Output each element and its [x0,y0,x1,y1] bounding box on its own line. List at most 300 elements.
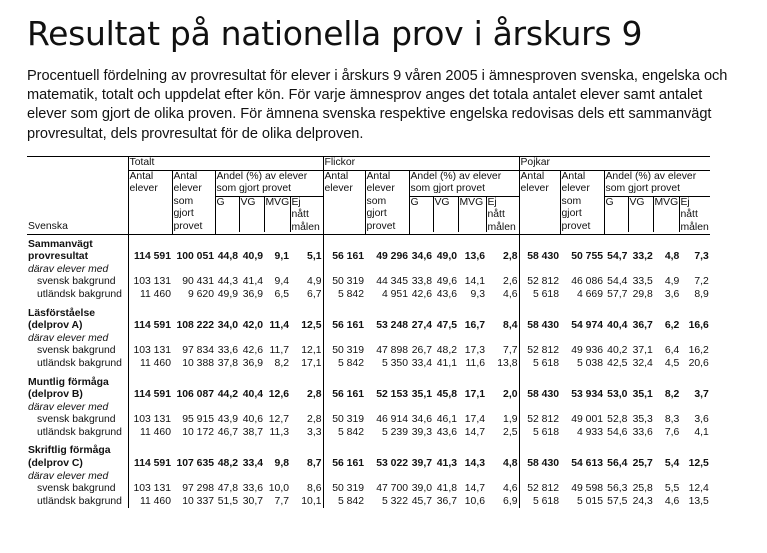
background-label: svensk bakgrund [37,276,116,288]
data-cell: 7,6 [664,426,680,438]
empty-cell [628,402,653,415]
data-cell: 114 591 [128,304,172,333]
data-cell: 6,4 [664,345,680,357]
header-line: målen [487,221,516,233]
header-andel [409,170,519,234]
empty-cell [433,402,458,415]
data-cell: 12,1 [301,345,322,357]
empty-cell [215,402,239,415]
header-line: Ej [487,196,497,208]
header-line: Ej [680,196,690,208]
data-cell: 34,0 [217,320,238,332]
data-cell: 40,4 [607,320,628,332]
empty-cell [604,333,628,346]
data-cell: 4,6 [503,288,518,300]
header-group: Flickor [323,157,519,171]
header-andel [215,170,323,234]
data-cell: 52,8 [607,414,628,426]
data-cell: 11,4 [269,320,289,332]
data-cell: 5 239 [381,426,408,438]
empty-cell [560,402,604,415]
header-antal-som-gjort [560,170,604,234]
data-cell: 1,9 [503,414,518,426]
data-cell: 49 936 [571,345,603,357]
data-cell: 54,4 [607,276,628,288]
data-cell: 32,4 [632,357,653,369]
header-ej-natt [487,197,517,232]
header-line: elever [324,183,353,195]
empty-cell [172,402,215,415]
header-grade: G [605,197,629,232]
header-line: provresultat [28,251,89,263]
data-cell: 56 161 [323,304,365,333]
section-name [27,234,128,264]
data-cell: 3,6 [694,414,709,426]
data-cell: 34,6 [411,414,432,426]
data-cell: 8,2 [274,357,289,369]
data-cell: 13,6 [464,251,485,263]
data-cell: 33,6 [242,483,263,495]
data-cell: 58 430 [519,441,560,470]
header-line: elever [366,183,395,195]
data-cell: 35,3 [632,414,653,426]
header-line: målen [291,221,320,233]
header-andel [604,170,710,234]
data-cell: 16,7 [464,320,485,332]
data-cell: 9,4 [274,276,289,288]
empty-cell [239,264,264,277]
data-cell: 56,3 [607,483,628,495]
data-cell: 54,7 [607,251,628,263]
data-cell: 46,7 [217,426,238,438]
empty-cell [365,333,409,346]
data-cell: 8,4 [503,320,518,332]
data-cell: 35,1 [632,389,653,401]
empty-cell [458,333,486,346]
data-cell: 10,1 [301,495,322,507]
empty-cell [290,333,323,346]
data-cell: 33,6 [632,426,653,438]
header-line: som [173,195,194,207]
data-cell: 17,4 [464,414,485,426]
data-cell: 36,9 [242,357,263,369]
data-cell: 12,4 [688,483,709,495]
empty-cell [290,402,323,415]
empty-cell [264,333,290,346]
data-cell: 42,6 [242,345,263,357]
data-cell: 44 345 [376,276,408,288]
data-cell: 4,1 [694,426,709,438]
darav-label: därav elever med [28,401,109,413]
data-cell: 4,8 [503,458,518,470]
data-cell: 52 812 [519,483,560,496]
data-cell: 5 038 [576,357,603,369]
data-cell: 5 618 [519,496,560,509]
darav-label: därav elever med [28,470,109,482]
empty-cell [323,333,365,346]
data-cell: 8,2 [664,389,680,401]
data-cell: 4,9 [307,276,322,288]
data-cell: 41,1 [436,357,457,369]
data-cell: 12,7 [268,414,289,426]
empty-cell [486,471,519,484]
empty-cell [239,402,264,415]
background-label: utländsk bakgrund [37,426,122,438]
data-cell: 39,7 [411,458,432,470]
empty-cell [239,471,264,484]
empty-cell [560,471,604,484]
results-table [27,156,710,508]
empty-cell [433,471,458,484]
empty-cell [215,471,239,484]
background-label: svensk bakgrund [37,414,116,426]
background-label: utländsk bakgrund [37,357,122,369]
data-cell: 44,8 [217,251,238,263]
empty-cell [486,333,519,346]
data-cell: 11 460 [128,496,172,509]
data-cell: 11 460 [128,358,172,371]
data-cell: 13,8 [497,357,518,369]
empty-cell [604,471,628,484]
header-subject: Svenska [28,220,68,232]
header-ej-natt [291,197,321,232]
header-line: elever [173,183,202,195]
data-cell: 54 613 [571,458,603,470]
data-cell: 10 337 [182,495,214,507]
data-cell: 40,9 [242,251,263,263]
data-cell: 9,3 [470,288,485,300]
empty-cell [680,333,710,346]
data-cell: 4 951 [381,288,408,300]
data-cell: 16,2 [688,345,709,357]
empty-cell [458,402,486,415]
header-line: nått [680,209,698,221]
empty-cell [519,333,560,346]
header-line: Andel (%) av elever [410,170,502,182]
data-cell: 11,3 [269,426,289,438]
empty-cell [409,402,433,415]
background-label: svensk bakgrund [37,345,116,357]
data-cell: 39,3 [411,426,432,438]
data-cell: 45,8 [436,389,457,401]
empty-cell [628,471,653,484]
header-line: nått [291,209,309,221]
empty-cell [365,471,409,484]
header-line: nått [487,209,505,221]
header-line: som [561,195,582,207]
header-ej-natt [680,197,710,232]
data-cell: 47 898 [376,345,408,357]
empty-cell [519,402,560,415]
data-cell: 56 161 [323,441,365,470]
data-cell: 4,6 [503,483,518,495]
data-cell: 39,0 [411,483,432,495]
data-cell: 53 248 [376,320,408,332]
empty-cell [128,264,172,277]
data-cell: 108 222 [176,320,214,332]
data-cell: 5,5 [664,483,680,495]
data-cell: 49,0 [436,251,457,263]
data-cell: 47 700 [376,483,408,495]
header-line: som gjort provet [605,183,680,195]
data-cell: 114 591 [128,234,172,264]
header-line: som gjort provet [410,183,485,195]
header-line: Antal [324,170,349,182]
header-line: Antal [520,170,545,182]
header-antal-som-gjort [172,170,215,234]
header-line: Antal [366,170,391,182]
empty-cell [172,471,215,484]
data-cell: 24,3 [632,495,653,507]
data-cell: 20,6 [688,357,709,369]
header-line: elever [129,183,158,195]
header-line: elever [561,183,590,195]
header-grade: MVG [265,197,291,232]
data-cell: 5,4 [664,458,680,470]
header-line: Sammanvägt [28,238,93,250]
data-cell: 12,5 [688,458,709,470]
data-cell: 3,6 [664,288,680,300]
empty-cell [433,333,458,346]
data-cell: 2,0 [503,389,518,401]
data-cell: 10 388 [182,357,214,369]
data-cell: 8,6 [307,483,322,495]
data-cell: 58 430 [519,373,560,402]
data-cell: 33,6 [217,345,238,357]
data-cell: 10,0 [268,483,289,495]
data-cell: 4 669 [576,288,603,300]
data-cell: 52 812 [519,276,560,289]
header-line: Antal [129,170,154,182]
empty-cell [215,333,239,346]
data-cell: 6,9 [503,495,518,507]
header-line: (delprov B) [28,389,83,401]
empty-cell [290,471,323,484]
data-cell: 57,7 [607,288,628,300]
data-cell: 4 933 [576,426,603,438]
data-cell: 9,8 [274,458,289,470]
empty-cell [560,333,604,346]
empty-cell [519,264,560,277]
data-cell: 50 319 [323,276,365,289]
data-cell: 40,6 [242,414,263,426]
data-cell: 8,7 [307,458,322,470]
data-cell: 14,1 [464,276,485,288]
data-cell: 3,7 [694,389,709,401]
data-cell: 114 591 [128,373,172,402]
data-cell: 11,6 [465,357,485,369]
section-name [27,304,128,333]
data-cell: 8,9 [694,288,709,300]
background-label: utländsk bakgrund [37,288,122,300]
data-cell: 13,5 [688,495,709,507]
data-cell: 6,7 [307,288,322,300]
header-line: provet [561,220,591,232]
data-cell: 5 618 [519,427,560,440]
data-cell: 4,5 [664,357,680,369]
data-cell: 56 161 [323,234,365,264]
header-line: (delprov C) [28,458,83,470]
header-line: som [366,195,387,207]
data-cell: 4,9 [664,276,680,288]
data-cell: 36,9 [242,288,263,300]
data-cell: 50 755 [571,251,603,263]
data-cell: 7,7 [503,345,518,357]
data-cell: 29,8 [632,288,653,300]
header-line: Skriftlig förmåga [28,445,111,457]
header-andel-label [605,171,710,196]
data-cell: 7,2 [694,276,709,288]
data-cell: 17,3 [464,345,485,357]
empty-cell [654,333,680,346]
data-cell: 6,5 [274,288,289,300]
data-cell: 49 598 [571,483,603,495]
empty-cell [433,264,458,277]
header-grade: VG [434,197,459,232]
empty-cell [264,471,290,484]
data-cell: 11 460 [128,289,172,302]
header-line: gjort [561,208,582,220]
data-cell: 58 430 [519,234,560,264]
data-cell: 10,6 [464,495,485,507]
data-cell: 25,8 [632,483,653,495]
intro-text: Procentuell fördelning av provresultat för elever i årskurs 9 våren 2005 i ämnesproven svenska, engelska och matematik, totalt och uppdelat efter kön. För varje ämnesprov anges det totala antalet elever samt antalet elever som gjort de olika proven. För ämnena svenska respektive engelska redovisas dels ett sammanvägt provresultat, dels provresultat för de olika delproven. [27,68,728,142]
data-cell: 50 319 [323,483,365,496]
data-cell: 12,5 [301,320,322,332]
data-cell: 5 842 [323,427,365,440]
empty-cell [604,402,628,415]
data-cell: 40,4 [242,389,263,401]
data-cell: 5 015 [576,495,603,507]
data-cell: 41,8 [436,483,457,495]
header-antal-elever [128,170,172,234]
data-cell: 5 350 [381,357,408,369]
data-cell: 49 296 [376,251,408,263]
data-cell: 52 812 [519,345,560,358]
data-cell: 10 172 [182,426,214,438]
header-line: Antal [173,170,198,182]
data-cell: 50 319 [323,345,365,358]
data-cell: 90 431 [182,276,214,288]
data-cell: 41,3 [436,458,457,470]
data-cell: 97 834 [182,345,214,357]
empty-cell [680,264,710,277]
darav-label: därav elever med [28,263,109,275]
empty-cell [215,264,239,277]
data-cell: 33,4 [411,357,432,369]
empty-cell [365,402,409,415]
data-cell: 42,0 [242,320,263,332]
data-cell: 54 974 [571,320,603,332]
header-antal-elever [323,170,365,234]
data-cell: 16,6 [688,320,709,332]
data-cell: 50 319 [323,414,365,427]
data-cell: 58 430 [519,304,560,333]
empty-cell [654,402,680,415]
background-label: utländsk bakgrund [37,495,122,507]
data-cell: 103 131 [128,345,172,358]
data-cell: 11,7 [269,345,289,357]
header-grade: VG [629,197,654,232]
data-cell: 12,6 [268,389,289,401]
darav-label: därav elever med [28,332,109,344]
header-line: Läsförståelse [28,307,95,319]
data-cell: 2,8 [503,251,518,263]
data-cell: 44,3 [217,276,238,288]
data-cell: 37,1 [632,345,653,357]
data-cell: 5 322 [381,495,408,507]
empty-cell [172,333,215,346]
empty-cell [519,471,560,484]
data-cell: 41,4 [242,276,263,288]
data-cell: 5 842 [323,358,365,371]
data-cell: 46,1 [436,414,457,426]
data-cell: 33,2 [632,251,653,263]
page-title: Resultat på nationella prov i årskurs 9 [27,14,643,53]
empty-cell [560,264,604,277]
section-name [27,373,128,402]
data-cell: 36,7 [632,320,653,332]
empty-cell [486,264,519,277]
data-cell: 53,0 [607,389,628,401]
empty-cell [458,264,486,277]
data-cell: 14,3 [464,458,485,470]
data-cell: 14,7 [464,483,485,495]
header-grade-row [410,196,519,232]
data-cell: 43,9 [217,414,238,426]
data-cell: 8,3 [664,414,680,426]
header-line: elever [520,183,549,195]
data-cell: 2,6 [503,276,518,288]
data-cell: 25,7 [632,458,653,470]
header-grade: G [216,197,240,232]
data-cell: 106 087 [176,389,214,401]
data-cell: 42,6 [411,288,432,300]
header-line: Antal [561,170,586,182]
header-grade: MVG [654,197,680,232]
empty-cell [239,333,264,346]
data-cell: 4,6 [664,495,680,507]
header-group: Pojkar [519,157,710,171]
data-cell: 56,4 [607,458,628,470]
data-cell: 2,8 [307,389,322,401]
data-cell: 95 915 [182,414,214,426]
data-cell: 103 131 [128,483,172,496]
data-cell: 33,5 [632,276,653,288]
header-line: Muntlig förmåga [28,376,109,388]
empty-cell [628,264,653,277]
header-andel-label [410,171,519,196]
data-cell: 103 131 [128,276,172,289]
empty-cell [323,264,365,277]
header-grade: VG [240,197,265,232]
empty-cell [628,333,653,346]
empty-cell [128,402,172,415]
header-group: Totalt [128,157,323,171]
data-cell: 9 620 [187,288,214,300]
empty-cell [486,402,519,415]
data-cell: 47,5 [436,320,457,332]
data-cell: 107 635 [176,458,214,470]
data-cell: 103 131 [128,414,172,427]
data-cell: 49 001 [571,414,603,426]
data-cell: 11 460 [128,427,172,440]
data-cell: 9,1 [274,251,289,263]
empty-cell [654,471,680,484]
data-cell: 40,2 [607,345,628,357]
data-cell: 53 022 [376,458,408,470]
header-line: gjort [366,208,387,220]
